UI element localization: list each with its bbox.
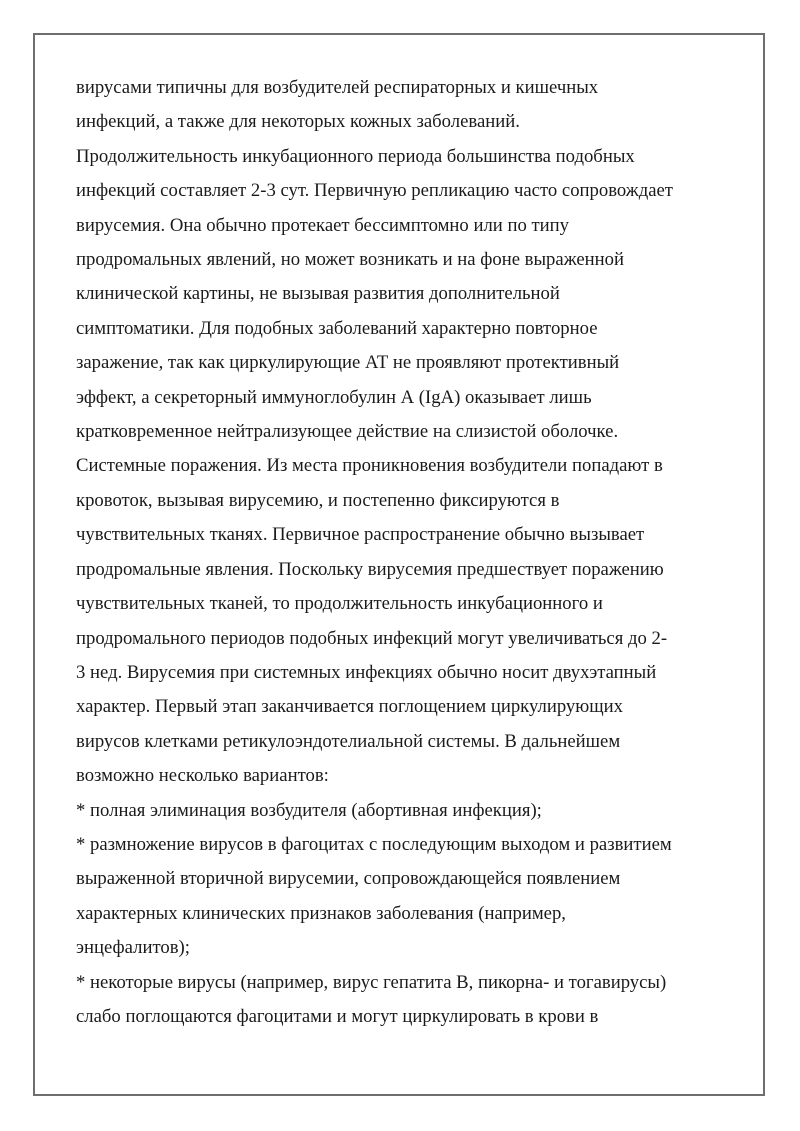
- text-line: продромального периодов подобных инфекций могут увеличиваться до 2-: [76, 627, 668, 649]
- text-line: вирусемия. Она обычно протекает бессимптомно или по типу: [76, 214, 569, 236]
- text-line: кровоток, вызывая вирусемию, и постепенно фиксируются в: [76, 489, 560, 511]
- text-line: характер. Первый этап заканчивается поглощением циркулирующих: [76, 696, 623, 718]
- text-line: 3 нед. Вирусемия при системных инфекциях обычно носит двухэтапный: [76, 661, 657, 683]
- text-line: заражение, так как циркулирующие АТ не проявляют протективный: [76, 352, 620, 374]
- text-line: Системные поражения. Из места проникновения возбудители попадают в: [76, 455, 663, 477]
- text-line: клинической картины, не вызывая развития дополнительной: [76, 283, 560, 305]
- text-line: слабо поглощаются фагоцитами и могут циркулировать в крови в: [76, 1005, 599, 1027]
- text-line: симптоматики. Для подобных заболеваний характерно повторное: [76, 317, 598, 339]
- text-line: вирусов клетками ретикулоэндотелиальной системы. В дальнейшем: [76, 730, 621, 752]
- list-item-line: * полная элиминация возбудителя (абортивная инфекция);: [76, 799, 542, 821]
- document-body: [76, 71, 736, 1034]
- text-line: вирусами типичны для возбудителей респираторных и кишечных: [76, 77, 599, 98]
- text-line: инфекций, а также для некоторых кожных заболеваний.: [76, 111, 520, 133]
- text-line: Продолжительность инкубационного периода большинства подобных: [76, 145, 635, 167]
- list-item-line: * некоторые вирусы (например, вирус гепатита В, пикорна- и тогавирусы): [76, 971, 667, 993]
- text-line: продромальные явления. Поскольку вирусемия предшествует поражению: [76, 558, 664, 580]
- text-line: эффект, а секреторный иммуноглобулин А (IgA) оказывает лишь: [76, 386, 592, 408]
- text-line: продромальных явлений, но может возникать и на фоне выраженной: [76, 249, 624, 271]
- text-line: характерных клинических признаков заболевания (например,: [76, 902, 566, 924]
- text-line: возможно несколько вариантов:: [76, 765, 329, 787]
- text-line: энцефалитов);: [76, 937, 190, 959]
- text-line: выраженной вторичной вирусемии, сопровождающейся появлением: [76, 868, 621, 890]
- text-line: чувствительных тканей, то продолжительность инкубационного и: [76, 593, 603, 615]
- list-item-line: * размножение вирусов в фагоцитах с последующим выходом и развитием: [76, 833, 672, 855]
- text-line: чувствительных тканях. Первичное распространение обычно вызывает: [76, 524, 645, 546]
- text-line: инфекций составляет 2-3 сут. Первичную репликацию часто сопровождает: [76, 180, 673, 202]
- text-line: кратковременное нейтрализующее действие на слизистой оболочке.: [76, 421, 619, 443]
